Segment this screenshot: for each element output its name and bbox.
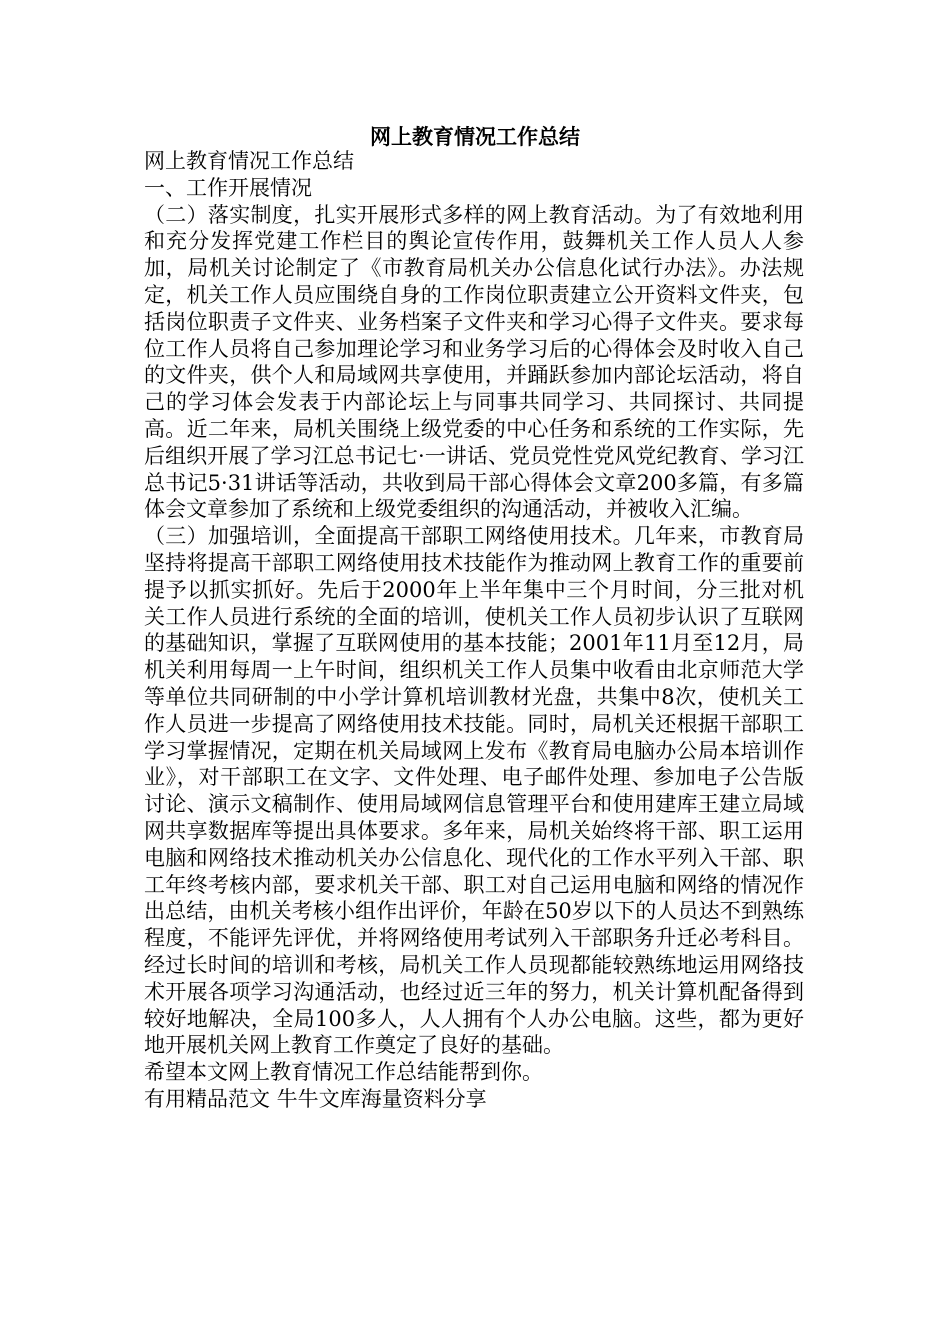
document-body [144,148,804,1113]
document-subtitle: 网上教育情况工作总结 [144,149,354,173]
paragraph-3: （三）加强培训，全面提高干部职工网络使用技术。几年来，市教育局坚持将提高干部职工网络使用技术技能作为推动网上教育工作的重要前提予以抓实抓好。先后于2000年上半年集中三个月时间，分三批对机关工作人员进行系统的全面的培训，使机关工作人员初步认识了互联网的基础知识，掌握了互联网使用的基本技能；2001年11月至12月，局机关利用每周一上午时间，组织机关工作人员集中收看由北京师范大学等单位共同研制的中小学计算机培训教材光盘，共集中8次，使机关工作人员进一步提高了网络使用技术技能。同时，局机关还根据干部职工学习掌握情况，定期在机关局域网上发布《教育局电脑办公局本培训作业》，对干部职工在文字、文件处理、电子邮件处理、参加电子公告版讨论、演示文稿制作、使用局域网信息管理平台和使用建库王建立局域网共享数据库等提出具体要求。多年来，局机关始终将干部、职工运用电脑和网络技术推动机关办公信息化、现代化的工作水平列入干部、职工年终考核内部，要求机关干部、职工对自己运用电脑和网络的情况作出总结，由机关考核小组作出评价，年龄在50岁以下的人员达不到熟练程度，不能评先评优，并将网络使用考试列入干部职务升迁必考科目。经过长时间的培训和考核，局机关工作人员现都能较熟练地运用网络技术开展各项学习沟通活动，也经过近三年的努力，机关计算机配备得到较好地解决，全局100多人，人人拥有个人办公电脑。这些，都为更好地开展机关网上教育工作奠定了良好的基础。 [144,524,804,1058]
document-title: 网上教育情况工作总结 [370,125,580,149]
closing-line: 希望本文网上教育情况工作总结能帮到你。 [144,1060,543,1085]
section-heading: 一、工作开展情况 [144,175,312,200]
paragraph-2: （二）落实制度，扎实开展形式多样的网上教育活动。为了有效地利用和充分发挥党建工作栏目的舆论宣传作用，鼓舞机关工作人员人人参加，局机关讨论制定了《市教育局机关办公信息化试行办法》。办法规定，机关工作人员应围绕自身的工作岗位职责建立公开资料文件夹，包括岗位职责子文件夹、业务档案子文件夹和学习心得子文件夹。要求每位工作人员将自己参加理论学习和业务学习后的心得体会及时收入自己的文件夹，供个人和局域网共享使用，并踊跃参加内部论坛活动，将自己的学习体会发表于内部论坛上与同事共同学习、共同探讨、共同提高。近二年来，局机关围绕上级党委的中心任务和系统的工作实际，先后组织开展了学习江总书记七·一讲话、党员党性党风党纪教育、学习江总书记5·31讲话等活动，共收到局干部心得体会文章200多篇，有多篇体会文章参加了系统和上级党委组织的沟通活动，并被收入汇编。 [144,202,804,522]
footer-line: 有用精品范文 牛牛文库海量资料分享 [144,1086,487,1111]
